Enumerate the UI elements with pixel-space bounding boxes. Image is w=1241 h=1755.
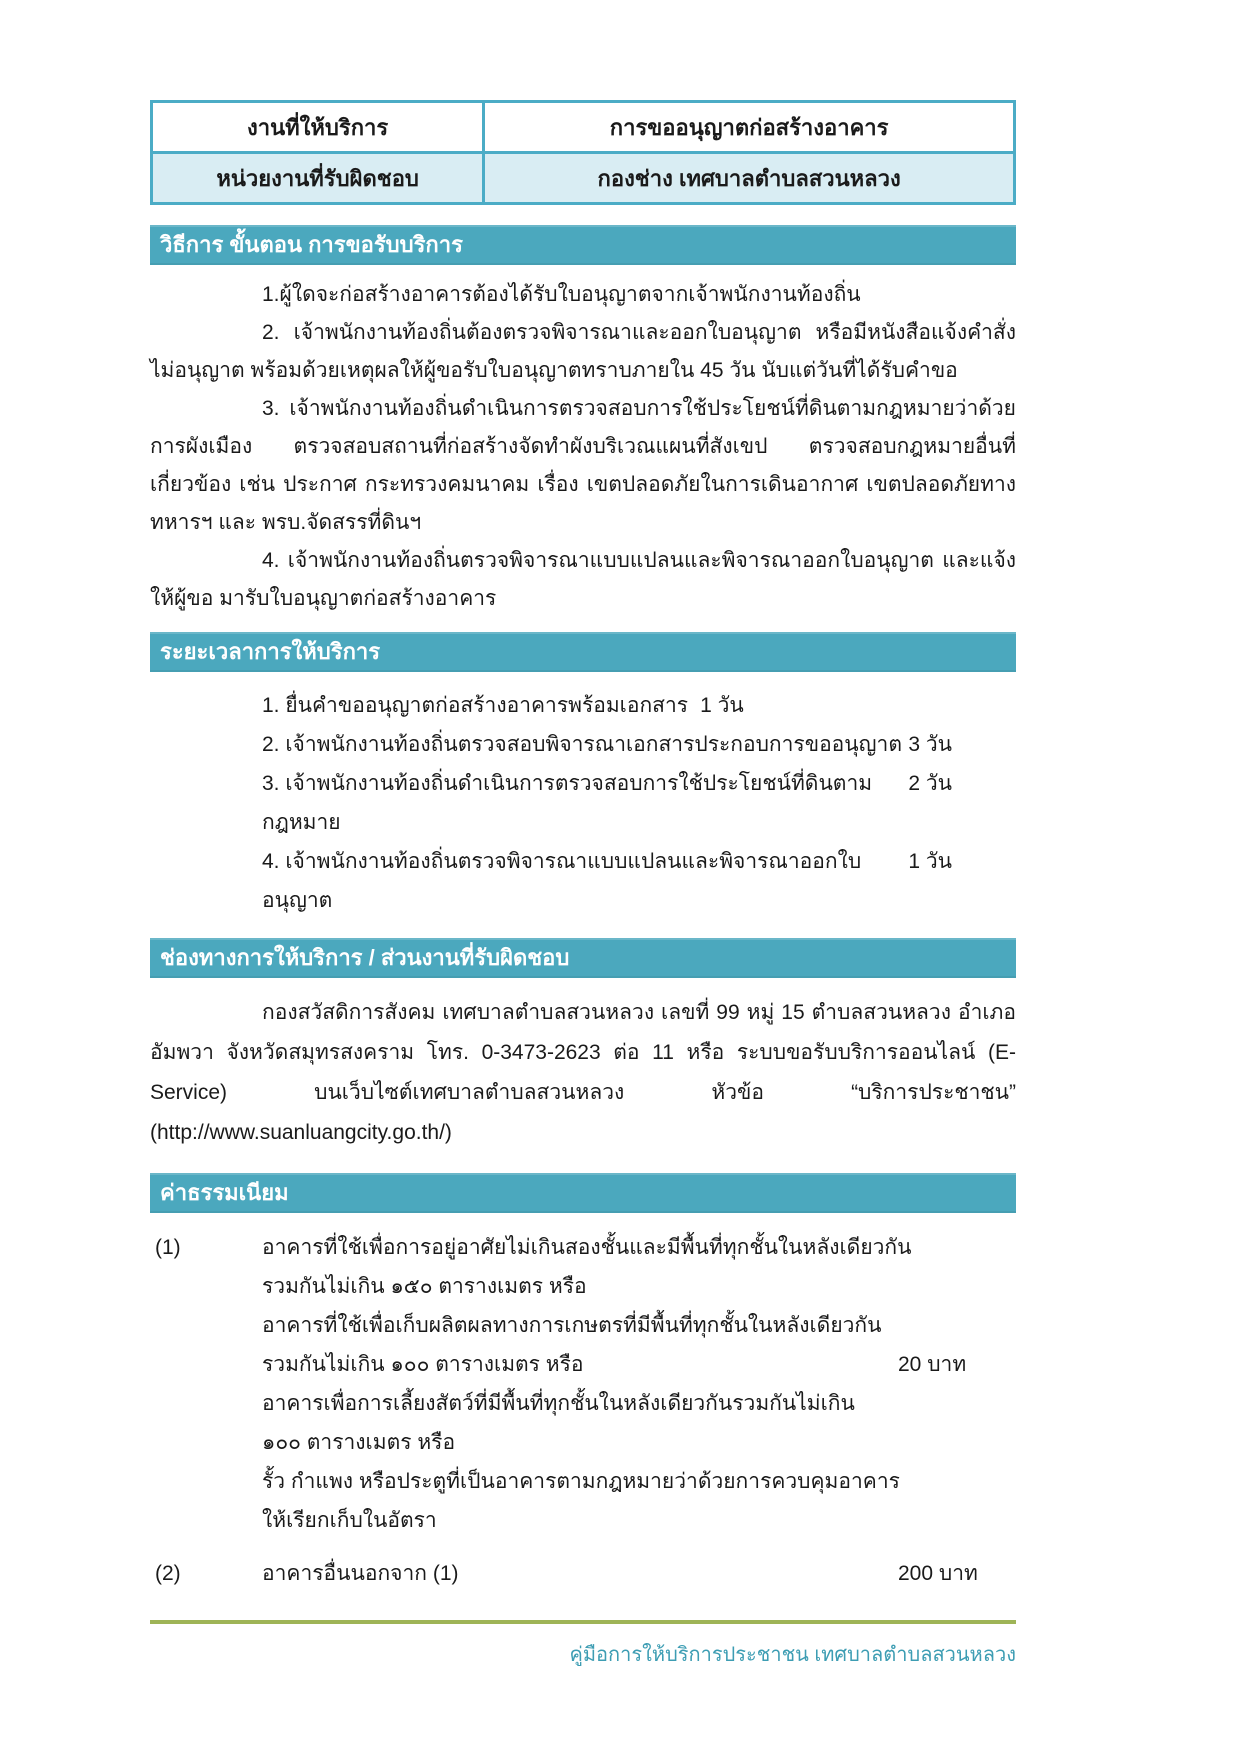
fee-item-1 <box>150 1228 1016 1540</box>
procedure-step-2: 2. เจ้าพนักงานท้องถิ่นต้องตรวจพิจารณาและออกใบอนุญาต หรือมีหนังสือแจ้งคำสั่งไม่อนุญาต พร้อมด้วยเหตุผลให้ผู้ขอรับใบอนุญาตทราบภายใน 45 วัน นับแต่วันที่ได้รับคำขอ <box>150 321 1016 382</box>
table-row-department <box>152 153 1015 204</box>
channel-paragraph: กองสวัสดิการสังคม เทศบาลตำบลสวนหลวง เลขที่ 99 หมู่ 15 ตำบลสวนหลวง อำเภออัมพวา จังหวัดสมุทรสงคราม โทร. 0-3473-2623 ต่อ 11 หรือ ระบบขอรับบริการออนไลน์ (E-Service) บนเว็บไซต์เทศบาลตำบลสวนหลวง หัวข้อ “บริการประชาชน” (http://www.suanluangcity.go.th/) <box>150 1001 1016 1144</box>
duration-item-4 <box>262 842 952 920</box>
fee-line: อาคารที่ใช้เพื่อเก็บผลิตผลทางการเกษตรที่มีพื้นที่ทุกชั้นในหลังเดียวกัน <box>262 1314 882 1337</box>
fee-item-number: (2) <box>155 1562 181 1585</box>
department-label-cell: หน่วยงานที่รับผิดชอบ <box>152 153 484 204</box>
section-title-duration: ระยะเวลาการให้บริการ <box>160 639 381 664</box>
section-title-channel: ช่องทางการให้บริการ / ส่วนงานที่รับผิดชอบ <box>160 945 570 970</box>
fee-line: อาคารเพื่อการเลี้ยงสัตว์ที่มีพื้นที่ทุกชั้นในหลังเดียวกันรวมกันไม่เกิน <box>262 1392 855 1415</box>
fee-line <box>262 1345 1016 1384</box>
duration-item-days: 2 วัน <box>908 772 952 795</box>
service-info-table <box>150 100 1016 205</box>
duration-item-days: 1 วัน <box>908 850 952 873</box>
page-footer <box>150 1620 1016 1670</box>
fee-item-2 <box>150 1554 1016 1593</box>
table-row-service <box>152 102 1015 153</box>
footer-text: คู่มือการให้บริการประชาชน เทศบาลตำบลสวนหลวง <box>569 1644 1016 1666</box>
fee-line <box>262 1554 1016 1593</box>
duration-item-days: 1 วัน <box>700 694 744 717</box>
fee-amount: 200 บาท <box>898 1562 978 1585</box>
duration-item-text: 2. เจ้าพนักงานท้องถิ่นตรวจสอบพิจารณาเอกสารประกอบการขออนุญาต <box>262 733 902 756</box>
duration-item-2 <box>262 725 952 764</box>
procedure-step-4: 4. เจ้าพนักงานท้องถิ่นตรวจพิจารณาแบบแปลนและพิจารณาออกใบอนุญาต และแจ้งให้ผู้ขอ มารับใบอนุญาตก่อสร้างอาคาร <box>150 549 1016 610</box>
department-value-cell: กองช่าง เทศบาลตำบลสวนหลวง <box>484 153 1015 204</box>
procedure-steps <box>150 276 1016 618</box>
section-header-channel <box>150 938 1016 978</box>
fee-line: ๑๐๐ ตารางเมตร หรือ <box>262 1431 456 1454</box>
fee-item-number: (1) <box>155 1236 181 1259</box>
document-content <box>150 100 1016 1593</box>
duration-item-days: 3 วัน <box>908 733 952 756</box>
service-label-cell: งานที่ให้บริการ <box>152 102 484 153</box>
section-header-procedure <box>150 225 1016 265</box>
fee-line-text: อาคารอื่นนอกจาก (1) <box>262 1562 459 1585</box>
duration-item-text: 1. ยื่นคำขออนุญาตก่อสร้างอาคารพร้อมเอกสาร <box>262 694 689 717</box>
procedure-step-1: 1.ผู้ใดจะก่อสร้างอาคารต้องได้รับใบอนุญาตจากเจ้าพนักงานท้องถิ่น <box>262 283 861 306</box>
service-value-cell: การขออนุญาตก่อสร้างอาคาร <box>484 102 1015 153</box>
duration-item-3 <box>262 764 952 842</box>
duration-item-1 <box>262 686 952 725</box>
duration-list <box>262 686 1016 920</box>
fee-amount: 20 บาท <box>898 1353 967 1376</box>
fee-line-text: รวมกันไม่เกิน ๑๐๐ ตารางเมตร หรือ <box>262 1353 584 1376</box>
fee-item-lines <box>262 1554 1016 1593</box>
section-title-procedure: วิธีการ ขั้นตอน การขอรับบริการ <box>160 232 463 257</box>
fee-item-lines <box>262 1228 1016 1540</box>
duration-item-text: 3. เจ้าพนักงานท้องถิ่นดำเนินการตรวจสอบการใช้ประโยชน์ที่ดินตามกฎหมาย <box>262 772 873 834</box>
fee-line: อาคารที่ใช้เพื่อการอยู่อาศัยไม่เกินสองชั้นและมีพื้นที่ทุกชั้นในหลังเดียวกัน <box>262 1236 912 1259</box>
footer-divider <box>150 1620 1016 1624</box>
fees-block <box>150 1228 1016 1593</box>
fee-line: รวมกันไม่เกิน ๑๕๐ ตารางเมตร หรือ <box>262 1275 587 1298</box>
fee-line: รั้ว กำแพง หรือประตูที่เป็นอาคารตามกฎหมายว่าด้วยการควบคุมอาคาร <box>262 1470 900 1493</box>
procedure-step-3: 3. เจ้าพนักงานท้องถิ่นดำเนินการตรวจสอบการใช้ประโยชน์ที่ดินตามกฎหมายว่าด้วยการผังเมือง ตรวจสอบสถานที่ก่อสร้างจัดทำผังบริเวณแผนที่สังเขป ตรวจสอบกฎหมายอื่นที่เกี่ยวข้อง เช่น ประกาศ กระทรวงคมนาคม เรื่อง เขตปลอดภัยในการเดินอากาศ เขตปลอดภัยทางทหารฯ และ พรบ.จัดสรรที่ดินฯ <box>150 397 1016 534</box>
fee-line: ให้เรียกเก็บในอัตรา <box>262 1509 437 1532</box>
section-header-duration <box>150 632 1016 672</box>
section-header-fees <box>150 1173 1016 1213</box>
section-title-fees: ค่าธรรมเนียม <box>160 1180 289 1205</box>
duration-item-text: 4. เจ้าพนักงานท้องถิ่นตรวจพิจารณาแบบแปลนและพิจารณาออกใบอนุญาต <box>262 850 862 912</box>
